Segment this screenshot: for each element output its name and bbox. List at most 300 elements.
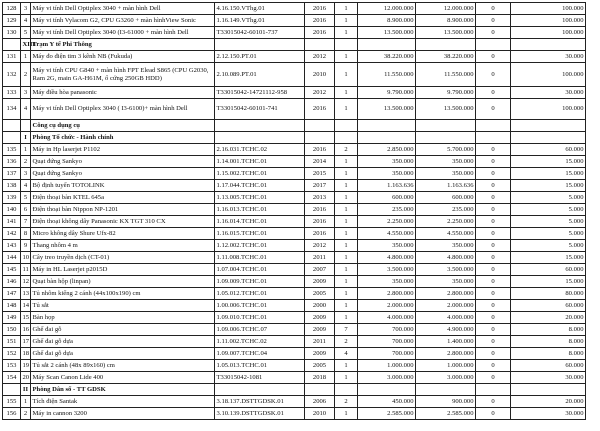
total-value-cell: 350.000 (416, 168, 476, 180)
year-cell: 2016 (305, 99, 335, 120)
quantity-cell: 4 (335, 348, 358, 360)
total-value-cell: 2.250.000 (416, 216, 476, 228)
section-header-row (3, 39, 586, 51)
table-row (3, 156, 586, 168)
quantity-cell: 1 (335, 216, 358, 228)
remaining-cell: 0 (476, 276, 511, 288)
table-row (3, 216, 586, 228)
section-empty-cell (511, 384, 586, 396)
rate-cell: 60.000 (511, 300, 586, 312)
asset-name-cell: Quạt đứng Sankyo (31, 168, 215, 180)
asset-name-cell: Điện thoại không dây Panasonic KX TGT 310 CX (31, 216, 215, 228)
quantity-cell: 1 (335, 156, 358, 168)
year-cell: 2016 (305, 15, 335, 27)
item-number-cell: 3 (21, 87, 31, 99)
total-value-cell: 2.800.000 (416, 348, 476, 360)
unit-price-cell: 3.000.000 (358, 372, 416, 384)
section-empty-cell (511, 39, 586, 51)
asset-code-cell: T33015042-60101-737 (215, 27, 305, 39)
asset-code-cell: 1.17.044.TCHC.01 (215, 180, 305, 192)
unit-price-cell: 700.000 (358, 336, 416, 348)
table-row (3, 300, 586, 312)
row-index-cell: 132 (3, 63, 21, 87)
row-index-cell: 133 (3, 87, 21, 99)
asset-code-cell: 1.15.002.TCHC.01 (215, 168, 305, 180)
quantity-cell: 1 (335, 99, 358, 120)
section-number (21, 120, 31, 132)
asset-code-cell: 1.09.006.TCHC.07 (215, 324, 305, 336)
rate-cell: 60.000 (511, 144, 586, 156)
table-row (3, 264, 586, 276)
unit-price-cell: 2.250.000 (358, 216, 416, 228)
section-empty-cell (305, 384, 335, 396)
section-header-row (3, 132, 586, 144)
section-empty-cell (416, 39, 476, 51)
asset-name-cell: Thang nhôm 4 m (31, 240, 215, 252)
year-cell: 2015 (305, 168, 335, 180)
rate-cell: 30.000 (511, 372, 586, 384)
table-row (3, 144, 586, 156)
asset-code-cell: 1.09.010.TCHC.01 (215, 312, 305, 324)
unit-price-cell: 9.790.000 (358, 87, 416, 99)
total-value-cell: 38.220.000 (416, 51, 476, 63)
remaining-cell: 0 (476, 144, 511, 156)
total-value-cell: 8.900.000 (416, 15, 476, 27)
asset-code-cell: 3.10.139.DSTTGDSK.01 (215, 408, 305, 420)
quantity-cell: 1 (335, 51, 358, 63)
unit-price-cell: 4.550.000 (358, 228, 416, 240)
asset-name-cell: Ghế đai gỗ dựa (31, 336, 215, 348)
remaining-cell: 0 (476, 300, 511, 312)
year-cell: 2014 (305, 156, 335, 168)
unit-price-cell: 350.000 (358, 276, 416, 288)
row-index-cell: 150 (3, 324, 21, 336)
asset-name-cell: Máy vi tính CPU G840 + màn hình FPT Elead S865 (CPU G2030, Ram 2G, main GA-H61M, ổ cứng 250GB HDD) (31, 63, 215, 87)
unit-price-cell: 350.000 (358, 156, 416, 168)
rate-cell: 15.000 (511, 156, 586, 168)
section-title: Trạm Y tế Phi Thông (31, 39, 215, 51)
table-row (3, 324, 586, 336)
section-number: I (21, 132, 31, 144)
year-cell: 2012 (305, 87, 335, 99)
asset-code-cell: 1.16.013.TCHC.01 (215, 204, 305, 216)
year-cell: 2016 (305, 228, 335, 240)
quantity-cell: 1 (335, 372, 358, 384)
rate-cell: 60.000 (511, 264, 586, 276)
total-value-cell: 1.000.000 (416, 360, 476, 372)
section-empty-cell (358, 384, 416, 396)
item-number-cell: 5 (21, 192, 31, 204)
quantity-cell: 1 (335, 204, 358, 216)
table-row (3, 204, 586, 216)
total-value-cell: 4.000.000 (416, 312, 476, 324)
year-cell: 2009 (305, 312, 335, 324)
quantity-cell: 1 (335, 408, 358, 420)
row-index-cell: 137 (3, 168, 21, 180)
asset-code-cell: 1.16.149.VThg.01 (215, 15, 305, 27)
quantity-cell: 1 (335, 87, 358, 99)
asset-name-cell: Máy Scan Canon Lide 400 (31, 372, 215, 384)
quantity-cell: 1 (335, 264, 358, 276)
section-empty-cell (215, 132, 305, 144)
section-empty-cell (335, 132, 358, 144)
section-empty-cell (416, 384, 476, 396)
row-index-cell: 128 (3, 3, 21, 15)
table-row (3, 288, 586, 300)
asset-code-cell: 1.09.007.TCHC.04 (215, 348, 305, 360)
rate-cell: 20.000 (511, 396, 586, 408)
asset-code-cell: T33015042-14721112-958 (215, 87, 305, 99)
year-cell: 2007 (305, 264, 335, 276)
unit-price-cell: 13.500.000 (358, 99, 416, 120)
row-index-cell: 156 (3, 408, 21, 420)
item-number-cell: 4 (21, 15, 31, 27)
remaining-cell: 0 (476, 3, 511, 15)
year-cell: 2010 (305, 63, 335, 87)
remaining-cell: 0 (476, 252, 511, 264)
total-value-cell: 600.000 (416, 192, 476, 204)
total-value-cell: 4.800.000 (416, 252, 476, 264)
asset-code-cell: 1.13.005.TCHC.01 (215, 192, 305, 204)
unit-price-cell: 1.000.000 (358, 360, 416, 372)
section-title: Công cụ dụng cụ (31, 120, 215, 132)
item-number-cell: 8 (21, 228, 31, 240)
section-title: Phòng Dân số - TT GDSK (31, 384, 215, 396)
unit-price-cell: 1.163.636 (358, 180, 416, 192)
row-index-cell: 155 (3, 396, 21, 408)
total-value-cell: 2.585.000 (416, 408, 476, 420)
year-cell: 2016 (305, 27, 335, 39)
remaining-cell: 0 (476, 180, 511, 192)
table-row (3, 15, 586, 27)
item-number-cell: 12 (21, 276, 31, 288)
total-value-cell: 4.550.000 (416, 228, 476, 240)
unit-price-cell: 8.900.000 (358, 15, 416, 27)
table-row (3, 336, 586, 348)
asset-name-cell: Tủ sắt 2 cánh (48x 89x160) cm (31, 360, 215, 372)
remaining-cell: 0 (476, 204, 511, 216)
remaining-cell: 0 (476, 216, 511, 228)
section-empty-cell (416, 120, 476, 132)
total-value-cell: 11.550.000 (416, 63, 476, 87)
rate-cell: 8.000 (511, 348, 586, 360)
year-cell: 2017 (305, 180, 335, 192)
section-empty-cell (476, 39, 511, 51)
remaining-cell: 0 (476, 264, 511, 276)
row-index-cell: 153 (3, 360, 21, 372)
row-index-cell: 136 (3, 156, 21, 168)
item-number-cell: 3 (21, 168, 31, 180)
total-value-cell: 235.000 (416, 204, 476, 216)
year-cell: 2016 (305, 3, 335, 15)
asset-code-cell: T33015042-1081 (215, 372, 305, 384)
item-number-cell: 15 (21, 312, 31, 324)
asset-code-cell: 1.11.008.TCHC.01 (215, 252, 305, 264)
remaining-cell: 0 (476, 240, 511, 252)
section-stt-cell (3, 39, 21, 51)
row-index-cell: 146 (3, 276, 21, 288)
remaining-cell: 0 (476, 168, 511, 180)
unit-price-cell: 2.800.000 (358, 288, 416, 300)
rate-cell: 30.000 (511, 51, 586, 63)
total-value-cell: 1.163.636 (416, 180, 476, 192)
quantity-cell: 1 (335, 63, 358, 87)
row-index-cell: 154 (3, 372, 21, 384)
table-row (3, 372, 586, 384)
quantity-cell: 1 (335, 288, 358, 300)
quantity-cell: 2 (335, 336, 358, 348)
unit-price-cell: 4.800.000 (358, 252, 416, 264)
row-index-cell: 131 (3, 51, 21, 63)
item-number-cell: 9 (21, 240, 31, 252)
asset-name-cell: Điện thoại bàn Nippon NP-1201 (31, 204, 215, 216)
quantity-cell: 1 (335, 240, 358, 252)
quantity-cell: 7 (335, 324, 358, 336)
row-index-cell: 140 (3, 204, 21, 216)
unit-price-cell: 350.000 (358, 240, 416, 252)
year-cell: 2012 (305, 51, 335, 63)
rate-cell: 80.000 (511, 288, 586, 300)
section-empty-cell (335, 384, 358, 396)
section-empty-cell (416, 132, 476, 144)
item-number-cell: 4 (21, 99, 31, 120)
unit-price-cell: 700.000 (358, 324, 416, 336)
item-number-cell: 6 (21, 204, 31, 216)
unit-price-cell: 2.585.000 (358, 408, 416, 420)
total-value-cell: 350.000 (416, 276, 476, 288)
rate-cell: 30.000 (511, 87, 586, 99)
item-number-cell: 7 (21, 216, 31, 228)
item-number-cell: 16 (21, 324, 31, 336)
section-empty-cell (305, 120, 335, 132)
item-number-cell: 2 (21, 408, 31, 420)
total-value-cell: 3.000.000 (416, 372, 476, 384)
unit-price-cell: 12.000.000 (358, 3, 416, 15)
rate-cell: 20.000 (511, 312, 586, 324)
year-cell: 2016 (305, 204, 335, 216)
rate-cell: 100.000 (511, 27, 586, 39)
quantity-cell: 1 (335, 168, 358, 180)
table-row (3, 51, 586, 63)
section-stt-cell (3, 384, 21, 396)
rate-cell: 8.000 (511, 336, 586, 348)
year-cell: 2016 (305, 216, 335, 228)
asset-name-cell: Ghế đai gỗ dựa (31, 348, 215, 360)
rate-cell: 100.000 (511, 3, 586, 15)
remaining-cell: 0 (476, 348, 511, 360)
quantity-cell: 1 (335, 3, 358, 15)
unit-price-cell: 13.500.000 (358, 27, 416, 39)
rate-cell: 30.000 (511, 408, 586, 420)
year-cell: 2018 (305, 372, 335, 384)
section-number: XIII (21, 39, 31, 51)
quantity-cell: 1 (335, 312, 358, 324)
unit-price-cell: 2.850.000 (358, 144, 416, 156)
asset-name-cell: Máy in Hp laserjet P1102 (31, 144, 215, 156)
quantity-cell: 1 (335, 276, 358, 288)
table-row (3, 3, 586, 15)
row-index-cell: 143 (3, 240, 21, 252)
row-index-cell: 129 (3, 15, 21, 27)
quantity-cell: 1 (335, 27, 358, 39)
quantity-cell: 2 (335, 144, 358, 156)
item-number-cell: 11 (21, 264, 31, 276)
item-number-cell: 17 (21, 336, 31, 348)
rate-cell: 100.000 (511, 15, 586, 27)
section-number: II (21, 384, 31, 396)
section-stt-cell (3, 120, 21, 132)
item-number-cell: 1 (21, 144, 31, 156)
asset-code-cell: 1.05.013.TCHC.01 (215, 360, 305, 372)
asset-name-cell: Điện thoại bàn KTEL 645a (31, 192, 215, 204)
remaining-cell: 0 (476, 372, 511, 384)
spreadsheet-page (2, 2, 598, 427)
unit-price-cell: 450.000 (358, 396, 416, 408)
item-number-cell: 18 (21, 348, 31, 360)
rate-cell: 100.000 (511, 99, 586, 120)
total-value-cell: 4.900.000 (416, 324, 476, 336)
remaining-cell: 0 (476, 87, 511, 99)
year-cell: 2010 (305, 408, 335, 420)
item-number-cell: 14 (21, 300, 31, 312)
asset-code-cell: 1.11.002.TCHC.02 (215, 336, 305, 348)
asset-name-cell: Máy vi tính Dell Optiplex 3040 + màn hình Dell (31, 3, 215, 15)
table-row (3, 99, 586, 120)
asset-code-cell: 3.18.137.DSTTGDSK.01 (215, 396, 305, 408)
total-value-cell: 3.500.000 (416, 264, 476, 276)
asset-name-cell: Quạt đứng Sankyo (31, 156, 215, 168)
rate-cell: 15.000 (511, 276, 586, 288)
asset-name-cell: Tủ sắt (31, 300, 215, 312)
item-number-cell: 2 (21, 63, 31, 87)
table-row (3, 87, 586, 99)
unit-price-cell: 4.000.000 (358, 312, 416, 324)
section-empty-cell (305, 132, 335, 144)
asset-code-cell: 1.16.015.TCHC.01 (215, 228, 305, 240)
year-cell: 2016 (305, 144, 335, 156)
table-row (3, 240, 586, 252)
total-value-cell: 350.000 (416, 156, 476, 168)
remaining-cell: 0 (476, 360, 511, 372)
unit-price-cell: 3.500.000 (358, 264, 416, 276)
row-index-cell: 130 (3, 27, 21, 39)
asset-code-cell: 2.10.089.PT.01 (215, 63, 305, 87)
table-row (3, 348, 586, 360)
section-empty-cell (358, 39, 416, 51)
remaining-cell: 0 (476, 408, 511, 420)
asset-table-body (3, 3, 586, 420)
section-empty-cell (215, 39, 305, 51)
section-header-row (3, 120, 586, 132)
asset-code-cell: 1.16.014.TCHC.01 (215, 216, 305, 228)
section-empty-cell (358, 120, 416, 132)
asset-name-cell: Tủ nhôm kiếng 2 cánh (44x100x190) cm (31, 288, 215, 300)
item-number-cell: 20 (21, 372, 31, 384)
remaining-cell: 0 (476, 324, 511, 336)
asset-code-cell: 4.16.150.VThg.01 (215, 3, 305, 15)
section-empty-cell (305, 39, 335, 51)
total-value-cell: 2.800.000 (416, 288, 476, 300)
table-row (3, 312, 586, 324)
row-index-cell: 145 (3, 264, 21, 276)
asset-name-cell: Tích điện Santak (31, 396, 215, 408)
unit-price-cell: 700.000 (358, 348, 416, 360)
item-number-cell: 5 (21, 27, 31, 39)
asset-name-cell: Máy in cannon 3200 (31, 408, 215, 420)
table-row (3, 252, 586, 264)
unit-price-cell: 235.000 (358, 204, 416, 216)
section-header-row (3, 384, 586, 396)
row-index-cell: 147 (3, 288, 21, 300)
year-cell: 2005 (305, 360, 335, 372)
asset-name-cell: Quạt bàn hộp (linpan) (31, 276, 215, 288)
row-index-cell: 149 (3, 312, 21, 324)
row-index-cell: 134 (3, 99, 21, 120)
asset-name-cell: Máy in HL Laserjet p2015D (31, 264, 215, 276)
item-number-cell: 4 (21, 180, 31, 192)
remaining-cell: 0 (476, 312, 511, 324)
asset-code-cell: 1.09.009.TCHC.01 (215, 276, 305, 288)
rate-cell: 100.000 (511, 63, 586, 87)
quantity-cell: 1 (335, 180, 358, 192)
total-value-cell: 1.400.000 (416, 336, 476, 348)
row-index-cell: 152 (3, 348, 21, 360)
quantity-cell: 1 (335, 228, 358, 240)
year-cell: 2011 (305, 336, 335, 348)
rate-cell: 15.000 (511, 180, 586, 192)
total-value-cell: 12.000.000 (416, 3, 476, 15)
remaining-cell: 0 (476, 63, 511, 87)
year-cell: 2012 (305, 240, 335, 252)
quantity-cell: 1 (335, 15, 358, 27)
remaining-cell: 0 (476, 336, 511, 348)
remaining-cell: 0 (476, 51, 511, 63)
remaining-cell: 0 (476, 15, 511, 27)
asset-name-cell: Máy đo điện tim 3 kênh NB (Fukuda) (31, 51, 215, 63)
asset-code-cell: 1.12.002.TCHC.01 (215, 240, 305, 252)
rate-cell: 5.000 (511, 192, 586, 204)
rate-cell: 5.000 (511, 204, 586, 216)
section-empty-cell (511, 120, 586, 132)
asset-name-cell: Bàn họp (31, 312, 215, 324)
unit-price-cell: 38.220.000 (358, 51, 416, 63)
section-empty-cell (215, 120, 305, 132)
item-number-cell: 13 (21, 288, 31, 300)
unit-price-cell: 600.000 (358, 192, 416, 204)
asset-name-cell: Cây treo truyền dịch (CT-01) (31, 252, 215, 264)
remaining-cell: 0 (476, 99, 511, 120)
rate-cell: 8.000 (511, 324, 586, 336)
asset-name-cell: Máy điều hòa panasonic (31, 87, 215, 99)
asset-code-cell: T33015042-60101-741 (215, 99, 305, 120)
item-number-cell: 19 (21, 360, 31, 372)
section-stt-cell (3, 132, 21, 144)
section-title: Phòng Tổ chức - Hành chính (31, 132, 215, 144)
section-empty-cell (511, 132, 586, 144)
row-index-cell: 144 (3, 252, 21, 264)
quantity-cell: 1 (335, 300, 358, 312)
section-empty-cell (215, 384, 305, 396)
item-number-cell: 3 (21, 3, 31, 15)
asset-code-cell: 1.14.001.TCHC.01 (215, 156, 305, 168)
asset-name-cell: Bộ định tuyến TOTOLINK (31, 180, 215, 192)
year-cell: 2009 (305, 276, 335, 288)
remaining-cell: 0 (476, 396, 511, 408)
item-number-cell: 2 (21, 156, 31, 168)
rate-cell: 15.000 (511, 168, 586, 180)
total-value-cell: 900.000 (416, 396, 476, 408)
asset-name-cell: Máy vi tính Vylacom G2, CPU G3260 + màn hìnhView Sonic (31, 15, 215, 27)
